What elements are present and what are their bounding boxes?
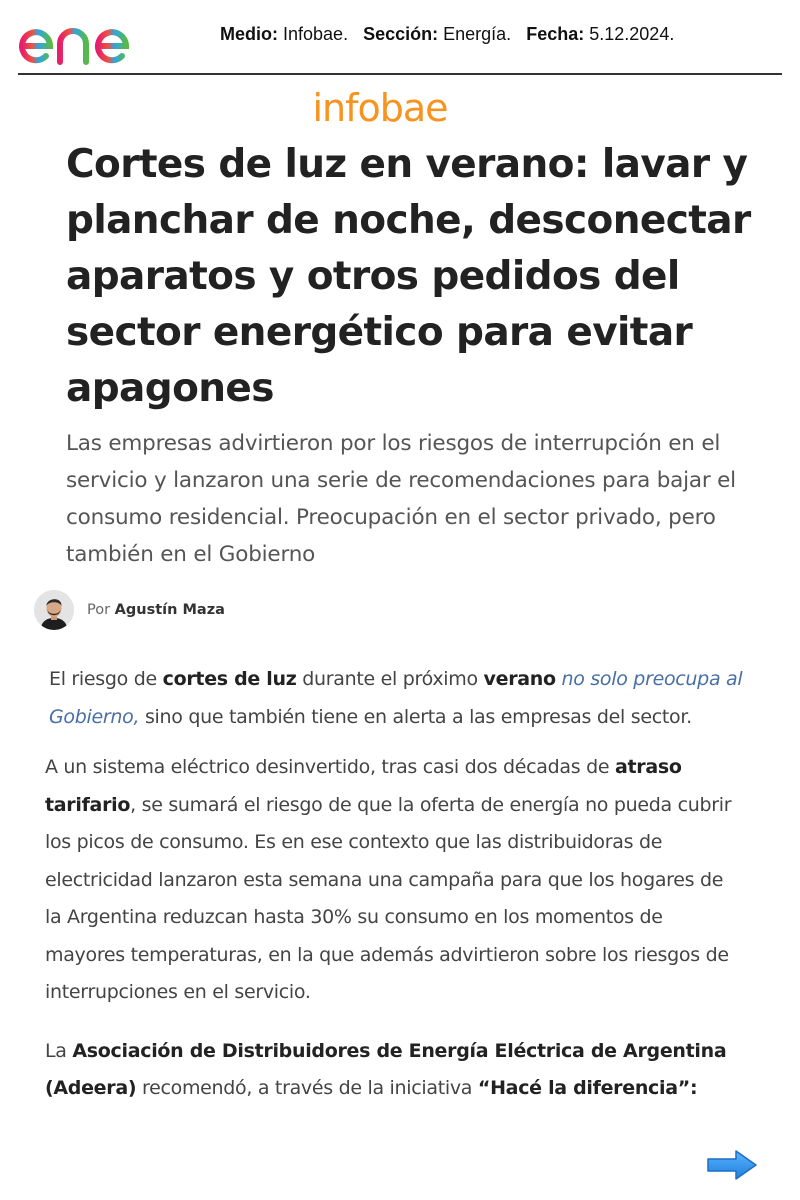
p1-text-1: El riesgo de bbox=[49, 668, 163, 690]
arrow-right-icon bbox=[706, 1148, 758, 1182]
paragraph-3 bbox=[45, 1033, 745, 1107]
article-lede: Las empresas advirtieron por los riesgos de interrupción en el servicio y lanzaron una serie de recomendaciones para bajar el consumo residencial. Preocupación en el sector privado, pero también en el Gobierno bbox=[66, 431, 736, 567]
enel-logo-icon bbox=[16, 4, 171, 68]
author-avatar[interactable] bbox=[34, 590, 74, 630]
paragraph-1 bbox=[49, 660, 749, 736]
p2-text-1: A un sistema eléctrico desinvertido, tras casi dos décadas de bbox=[45, 756, 615, 778]
p1-text-2: durante el próximo bbox=[296, 668, 484, 690]
next-page-button[interactable] bbox=[706, 1148, 758, 1182]
fecha-value: 5.12.2024. bbox=[589, 24, 675, 44]
medio-value: Infobae. bbox=[283, 24, 349, 44]
avatar-icon bbox=[34, 590, 74, 630]
author-block bbox=[34, 590, 225, 630]
byline-prefix: Por bbox=[87, 602, 111, 618]
paragraph-2 bbox=[45, 749, 745, 1012]
p3-bold-2: “Hacé la diferencia”: bbox=[477, 1077, 698, 1099]
fecha-label: Fecha: bbox=[526, 24, 585, 44]
p3-text-2: recomendó, a través de la iniciativa bbox=[136, 1077, 478, 1099]
seccion-value: Energía. bbox=[443, 24, 512, 44]
p3-text-1: La bbox=[45, 1040, 73, 1062]
publication-logo: infobae bbox=[312, 86, 448, 130]
p2-bold-1: atraso tarifario bbox=[45, 756, 682, 816]
p1-text-4: sino que también tiene en alerta a las empresas del sector. bbox=[139, 706, 692, 728]
seccion-label: Sección: bbox=[363, 24, 439, 44]
p3-bold-1: Asociación de Distribuidores de Energía Eléctrica de Argentina (Adeera) bbox=[45, 1040, 727, 1099]
p1-bold-2: verano bbox=[483, 668, 556, 690]
p2-text-2: , se sumará el riesgo de que la oferta de energía no pueda cubrir los picos de consumo. Es en ese contexto que las distribuidoras de electricidad lanzaron esta semana una campaña para que los hogares de la Argentina reduzcan hasta 30% su consumo en los momentos de mayores temperaturas, en la que además advirtieron sobre los riesgos de interrupciones en el servicio. bbox=[45, 793, 732, 1003]
p1-link[interactable]: no solo preocupa al Gobierno, bbox=[49, 668, 743, 728]
header-divider bbox=[18, 73, 782, 75]
byline bbox=[87, 602, 225, 618]
enel-logo bbox=[16, 4, 171, 73]
medio-label: Medio: bbox=[220, 24, 278, 44]
p1-bold-1: cortes de luz bbox=[162, 668, 297, 690]
clipping-meta bbox=[220, 24, 674, 45]
author-name[interactable]: Agustín Maza bbox=[114, 602, 225, 618]
article-headline: Cortes de luz en verano: lavar y planchar de noche, desconectar aparatos y otros pedidos del sector energético para evitar apagones bbox=[66, 142, 751, 411]
clipping-header bbox=[0, 0, 800, 78]
